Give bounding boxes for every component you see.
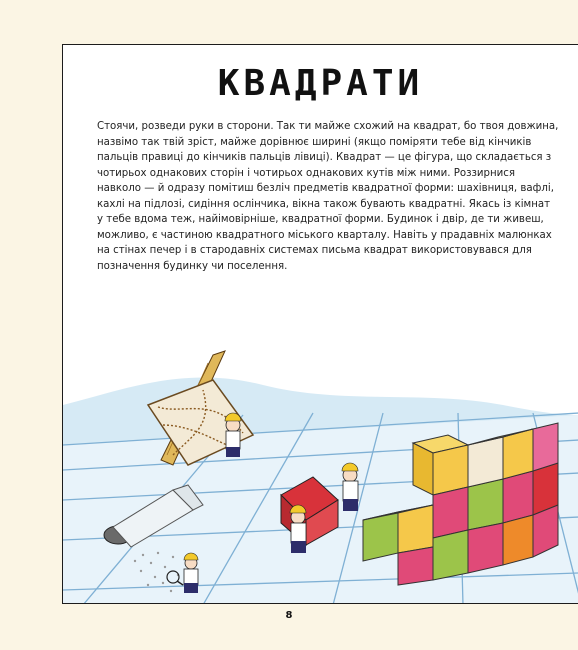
body-paragraph: Стоячи, розведи руки в сторони. Так ти майже схожий на квадрат, бо твоя довжина, назвімо так твій зріст, майже дорівнює ширині (якщо поміряти тебе від кінчиків пальців правиці до кінчиків пальців лівиці). Квадрат — це фігура, що складається з чотирьох однакових сторін і чотирьох однакових кутів між ними. Роззирнися навколо — й одразу помітиш безліч предметів квадратної форми: шахівниця, вафлі, кахлі на підлозі, сидіння ослінчика, вікна також бувають квадратні. Якась із кімнат у тебе вдома теж, найімовірніше, квадратної форми. Будинок і двір, де ти живеш, можливо, є частиною квадратного міського кварталу. Навіть у прадавніх малюнках на стінах печер і в стародавніх системах письма квадрат використовувався для позначення будинку чи поселення. — [97, 121, 559, 272]
page-number: 8 — [285, 610, 293, 621]
squares-illustration — [63, 295, 578, 604]
worker-with-tile-icon — [225, 413, 241, 457]
page-title: КВАДРАТИ — [217, 63, 424, 104]
book-page — [62, 44, 578, 604]
worker-near-cubes-icon — [342, 463, 358, 511]
